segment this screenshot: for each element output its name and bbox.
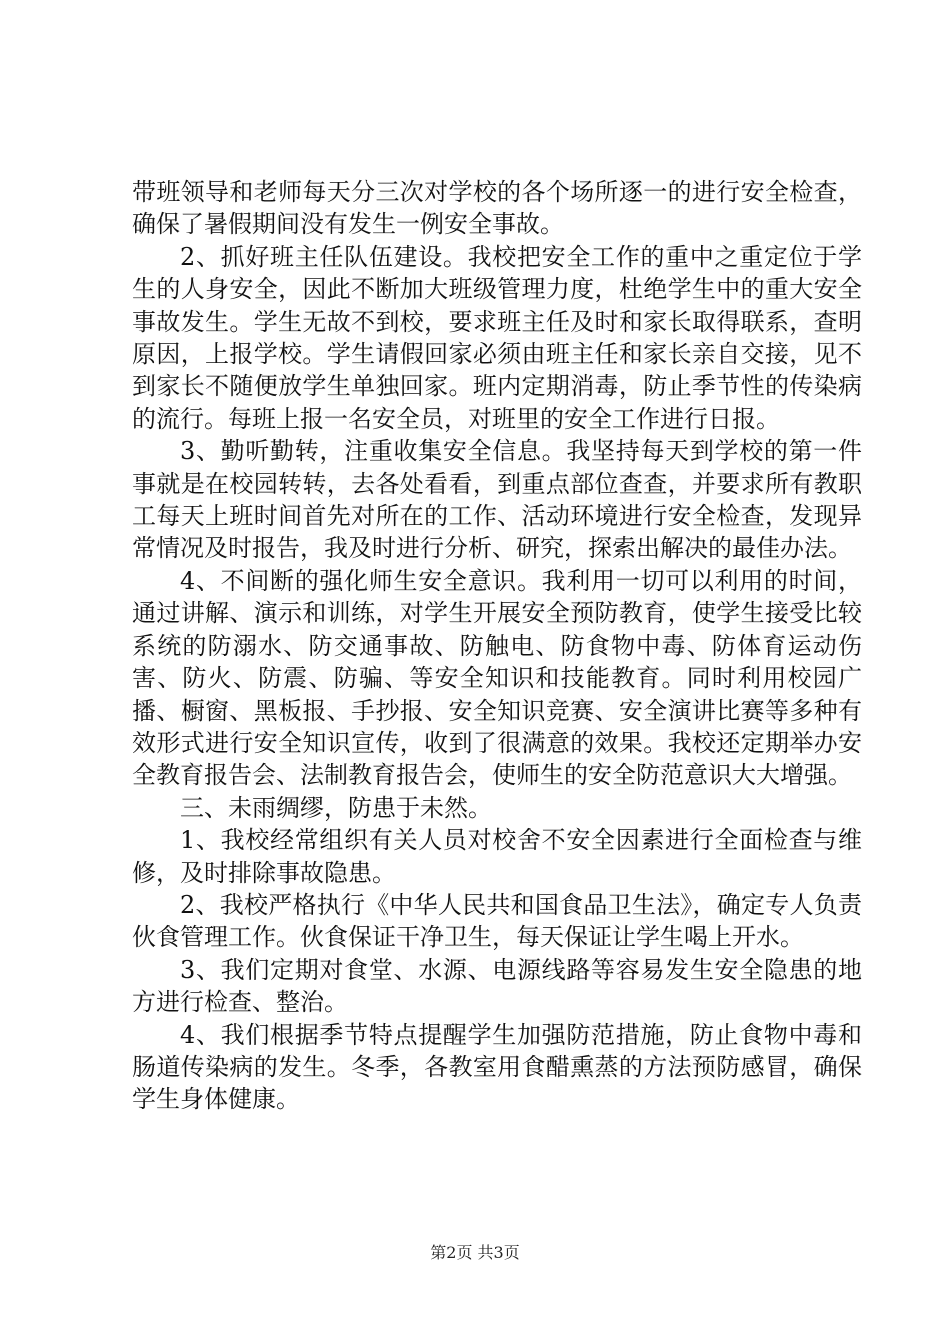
- paragraph-safety-awareness: 4、不间断的强化师生安全意识。我利用一切可以利用的时间，通过讲解、演示和训练，对学生开展安全预防教育，使学生接受比较系统的防溺水、防交通事故、防触电、防食物中毒、防体育运动伤害、防火、防震、防骗、等安全知识和技能教育。同时利用校园广播、橱窗、黑板报、手抄报、安全知识竞赛、安全演讲比赛等多种有效形式进行安全知识宣传，收到了很满意的效果。我校还定期举办安全教育报告会、法制教育报告会，使师生的安全防范意识大大增强。: [132, 566, 862, 790]
- paragraph-continuation: 带班领导和老师每天分三次对学校的各个场所逐一的进行安全检查，确保了暑假期间没有发生一例安全事故。: [132, 178, 862, 239]
- paragraph-facility-check: 3、我们定期对食堂、水源、电源线路等容易发生安全隐患的地方进行检查、整治。: [132, 955, 862, 1017]
- document-body: [132, 176, 862, 1116]
- paragraph-seasonal-prevention: 4、我们根据季节特点提醒学生加强防范措施，防止食物中毒和肠道传染病的发生。冬季，各教室用食醋熏蒸的方法预防感冒，确保学生身体健康。: [132, 1020, 862, 1114]
- page-number-footer: 第2页 共3页: [430, 1243, 520, 1262]
- section-heading-prevention: 三、未雨绸缪，防患于未然。: [180, 793, 492, 822]
- paragraph-class-teacher-team: 2、抓好班主任队伍建设。我校把安全工作的重中之重定位于学生的人身安全，因此不断加大班级管理力度，杜绝学生中的重大安全事故发生。学生无故不到校，要求班主任及时和家长取得联系，查明原因，上报学校。学生请假回家必须由班主任和家长亲自交接，见不到家长不随便放学生单独回家。班内定期消毒，防止季节性的传染病的流行。每班上报一名安全员，对班里的安全工作进行日报。: [132, 242, 862, 433]
- paragraph-safety-information: 3、勤听勤转，注重收集安全信息。我坚持每天到学校的第一件事就是在校园转转，去各处看看，到重点部位查查，并要求所有教职工每天上班时间首先对所在的工作、活动环境进行安全检查，发现异常情况及时报告，我及时进行分析、研究，探索出解决的最佳办法。: [132, 437, 862, 563]
- paragraph-building-inspection: 1、我校经常组织有关人员对校舍不安全因素进行全面检查与维修，及时排除事故隐患。: [132, 826, 862, 887]
- paragraph-food-hygiene: 2、我校严格执行《中华人民共和国食品卫生法》，确定专人负责伙食管理工作。伙食保证干净卫生，每天保证让学生喝上开水。: [132, 890, 862, 952]
